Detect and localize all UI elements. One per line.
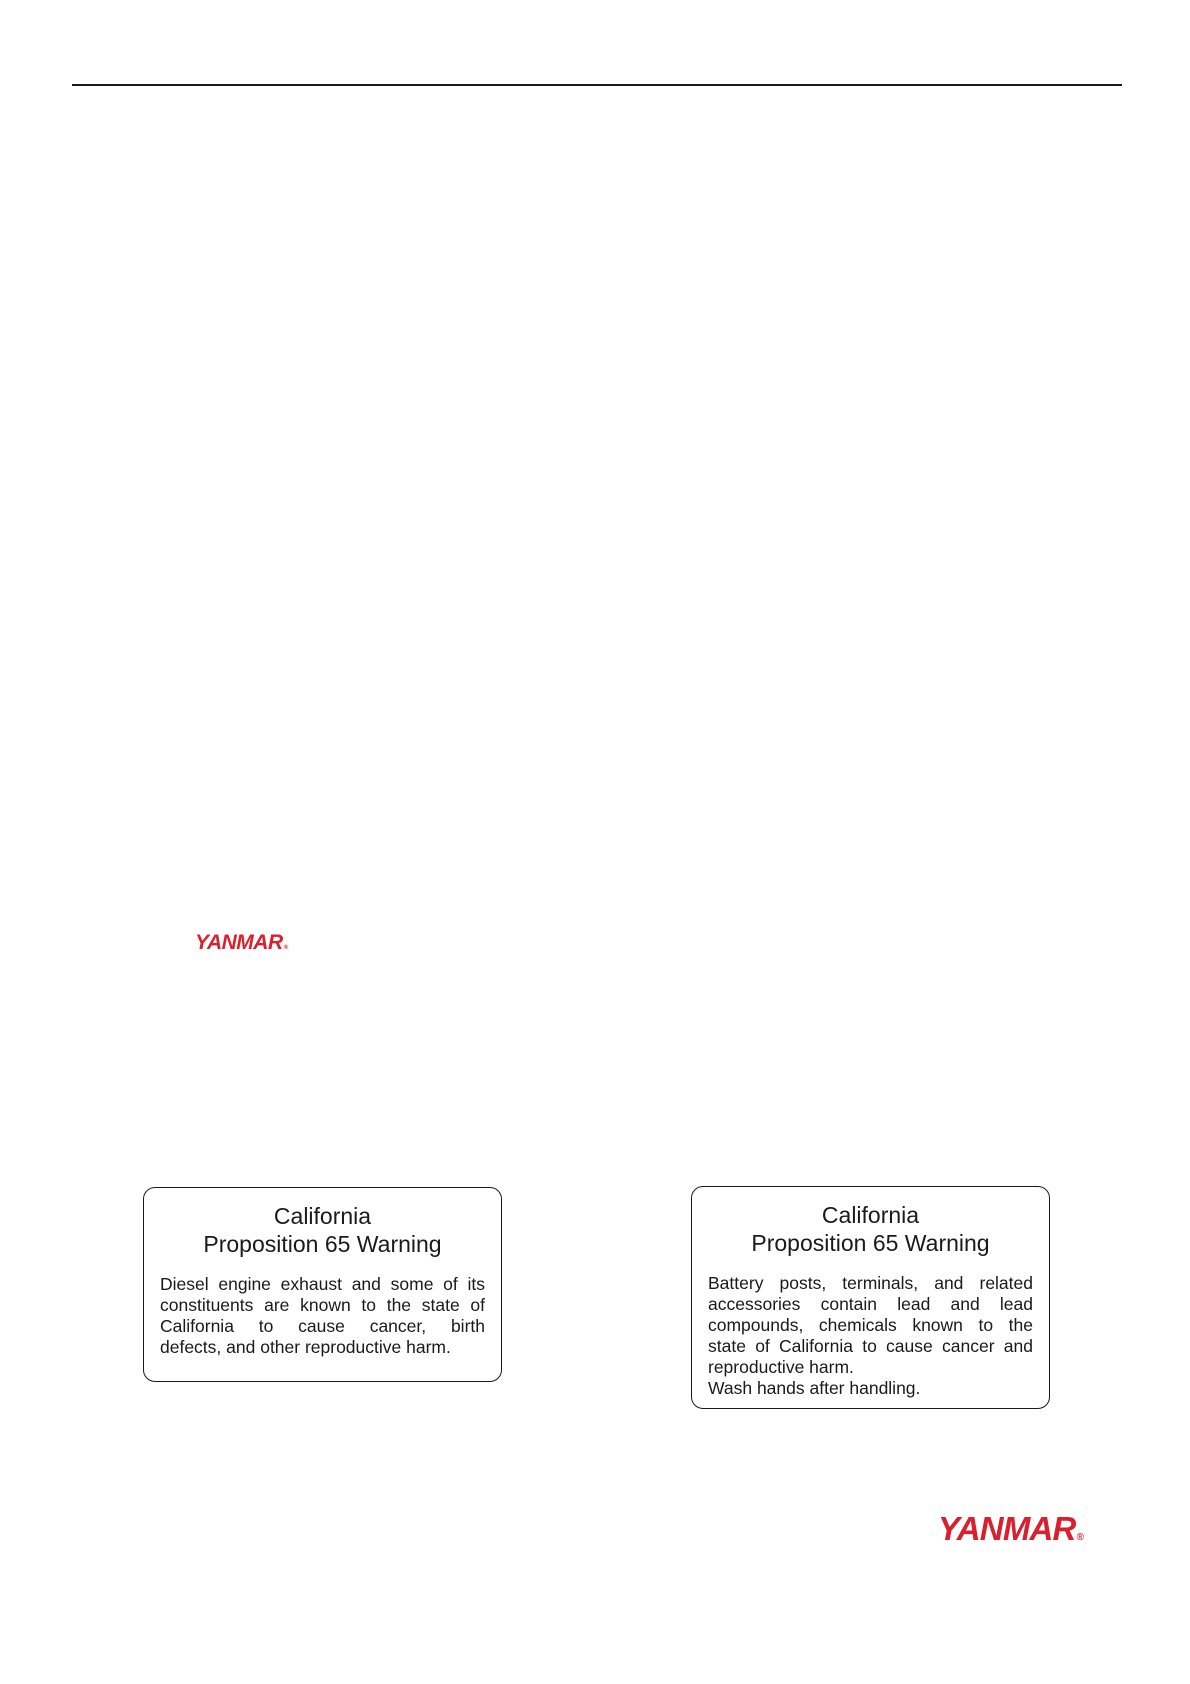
warning-body [160,1274,485,1358]
warning-body-line: defects, and other reproductive harm. [160,1337,451,1357]
warning-title [708,1201,1033,1257]
yanmar-logo-small [195,932,288,953]
prop65-warning-exhaust [143,1187,502,1382]
warning-body-line: Battery posts, terminals, and related [708,1273,1033,1293]
logo-text: YANMAR [938,1510,1076,1547]
warning-body [708,1273,1033,1399]
warning-title-line1: California [821,1202,920,1228]
warning-body-line: constituents are known to the state of [160,1295,485,1315]
warning-body-line: Diesel engine exhaust and some of its [160,1274,485,1294]
warning-title-line1: California [273,1203,372,1229]
warning-body-line: accessories contain lead and lead [708,1294,1033,1314]
registered-mark: ® [283,944,288,951]
yanmar-logo-large [938,1512,1083,1545]
warning-body-line: state of California to cause cancer and [708,1336,1033,1356]
prop65-warning-battery [691,1186,1050,1409]
warning-body-line: compounds, chemicals known to the [708,1315,1033,1335]
registered-mark: ® [1076,1532,1084,1543]
logo-text: YANMAR [195,931,283,954]
warning-title [160,1202,485,1258]
warning-title-line2: Proposition 65 Warning [203,1231,442,1257]
warning-body-line: reproductive harm. [708,1357,854,1377]
warning-body-line: Wash hands after handling. [708,1378,921,1398]
warning-body-line: California to cause cancer, birth [160,1316,485,1336]
warning-title-line2: Proposition 65 Warning [751,1230,990,1256]
header-rule [72,84,1122,86]
